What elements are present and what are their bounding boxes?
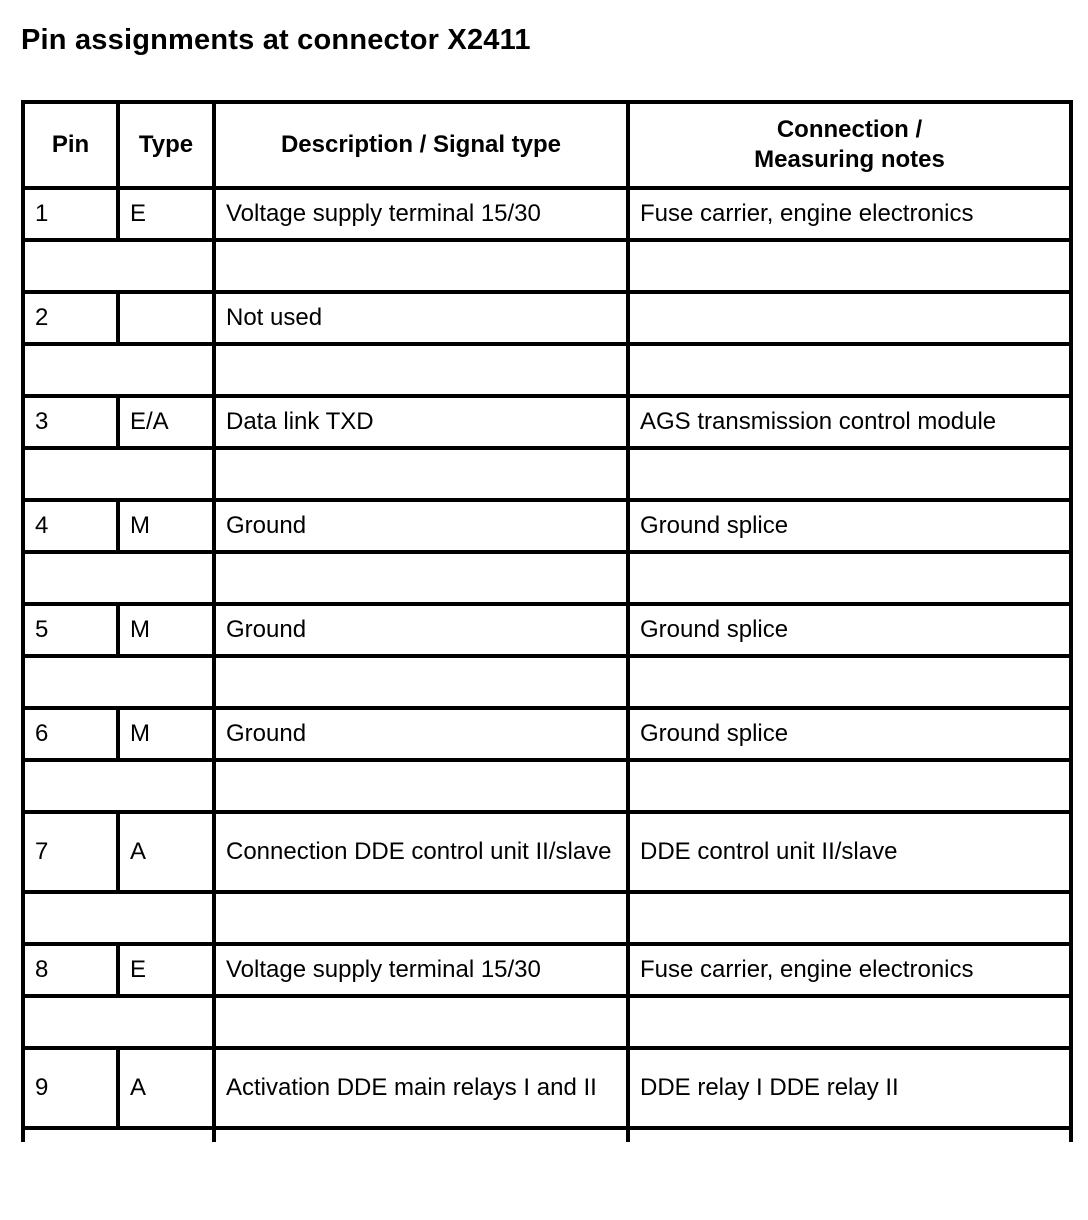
spacer-cell (628, 892, 1071, 944)
cell-connection: DDE control unit II/slave (628, 812, 1071, 892)
cell-description: Data link TXD (214, 396, 628, 448)
cell-pin: 4 (23, 500, 118, 552)
header-connection-line1: Connection / (776, 116, 923, 143)
spacer-cell (628, 996, 1071, 1048)
table-row (23, 604, 1071, 656)
cell-description: Not used (214, 292, 628, 344)
cell-pin: 1 (23, 188, 118, 240)
cell-connection: DDE relay I DDE relay II (628, 1048, 1071, 1128)
cell-pin: 8 (23, 944, 118, 996)
cell-type: A (118, 1048, 214, 1128)
cell-pin: 7 (23, 812, 118, 892)
spacer-cell (23, 656, 214, 708)
cell-type: M (118, 500, 214, 552)
cell-description: Ground (214, 708, 628, 760)
cell-description: Ground (214, 604, 628, 656)
spacer-cell (214, 240, 628, 292)
spacer-cell (214, 552, 628, 604)
header-connection-line2: Measuring notes (754, 146, 945, 173)
cell-connection: Ground splice (628, 500, 1071, 552)
spacer-cell (214, 1128, 628, 1142)
cell-pin: 9 (23, 1048, 118, 1128)
table-row (23, 396, 1071, 448)
spacer-cell (23, 892, 214, 944)
spacer-cell (214, 996, 628, 1048)
header-connection (628, 102, 1071, 188)
cell-connection (628, 292, 1071, 344)
table-row (23, 708, 1071, 760)
cell-type: M (118, 604, 214, 656)
spacer-cell (628, 760, 1071, 812)
cell-pin: 6 (23, 708, 118, 760)
table-row (23, 944, 1071, 996)
cell-type: E/A (118, 396, 214, 448)
spacer-cell (214, 344, 628, 396)
spacer-row (23, 448, 1071, 500)
table-row (23, 188, 1071, 240)
spacer-cell (23, 996, 214, 1048)
cell-connection: Ground splice (628, 708, 1071, 760)
spacer-cell (214, 448, 628, 500)
spacer-row (23, 760, 1071, 812)
spacer-cell (23, 760, 214, 812)
cell-connection: Fuse carrier, engine electronics (628, 944, 1071, 996)
cell-connection: Fuse carrier, engine electronics (628, 188, 1071, 240)
spacer-cell (23, 344, 214, 396)
cell-description: Ground (214, 500, 628, 552)
spacer-cell (628, 1128, 1071, 1142)
page-title: Pin assignments at connector X2411 (21, 24, 531, 56)
spacer-cell (23, 240, 214, 292)
spacer-row (23, 1128, 1071, 1142)
cell-type (118, 292, 214, 344)
cell-connection: AGS transmission control module (628, 396, 1071, 448)
table-row (23, 1048, 1071, 1128)
cell-pin: 5 (23, 604, 118, 656)
table-header-row (23, 102, 1071, 188)
spacer-cell (214, 760, 628, 812)
cell-type: A (118, 812, 214, 892)
cell-type: E (118, 188, 214, 240)
cell-description: Connection DDE control unit II/slave (214, 812, 628, 892)
header-pin: Pin (23, 102, 118, 188)
table-row (23, 812, 1071, 892)
spacer-row (23, 344, 1071, 396)
table-row (23, 292, 1071, 344)
spacer-row (23, 892, 1071, 944)
cell-connection: Ground splice (628, 604, 1071, 656)
cell-description: Voltage supply terminal 15/30 (214, 944, 628, 996)
spacer-cell (628, 656, 1071, 708)
cell-pin: 3 (23, 396, 118, 448)
spacer-cell (214, 656, 628, 708)
spacer-row (23, 240, 1071, 292)
table-row (23, 500, 1071, 552)
cell-type: M (118, 708, 214, 760)
spacer-row (23, 996, 1071, 1048)
spacer-cell (23, 552, 214, 604)
spacer-row (23, 656, 1071, 708)
cell-description: Voltage supply terminal 15/30 (214, 188, 628, 240)
spacer-cell (628, 552, 1071, 604)
cell-type: E (118, 944, 214, 996)
spacer-cell (23, 1128, 214, 1142)
cell-pin: 2 (23, 292, 118, 344)
pin-assignment-table (21, 100, 1073, 1142)
spacer-row (23, 552, 1071, 604)
spacer-cell (214, 892, 628, 944)
header-description: Description / Signal type (214, 102, 628, 188)
spacer-cell (628, 448, 1071, 500)
spacer-cell (628, 240, 1071, 292)
spacer-cell (628, 344, 1071, 396)
header-type: Type (118, 102, 214, 188)
cell-description: Activation DDE main relays I and II (214, 1048, 628, 1128)
spacer-cell (23, 448, 214, 500)
